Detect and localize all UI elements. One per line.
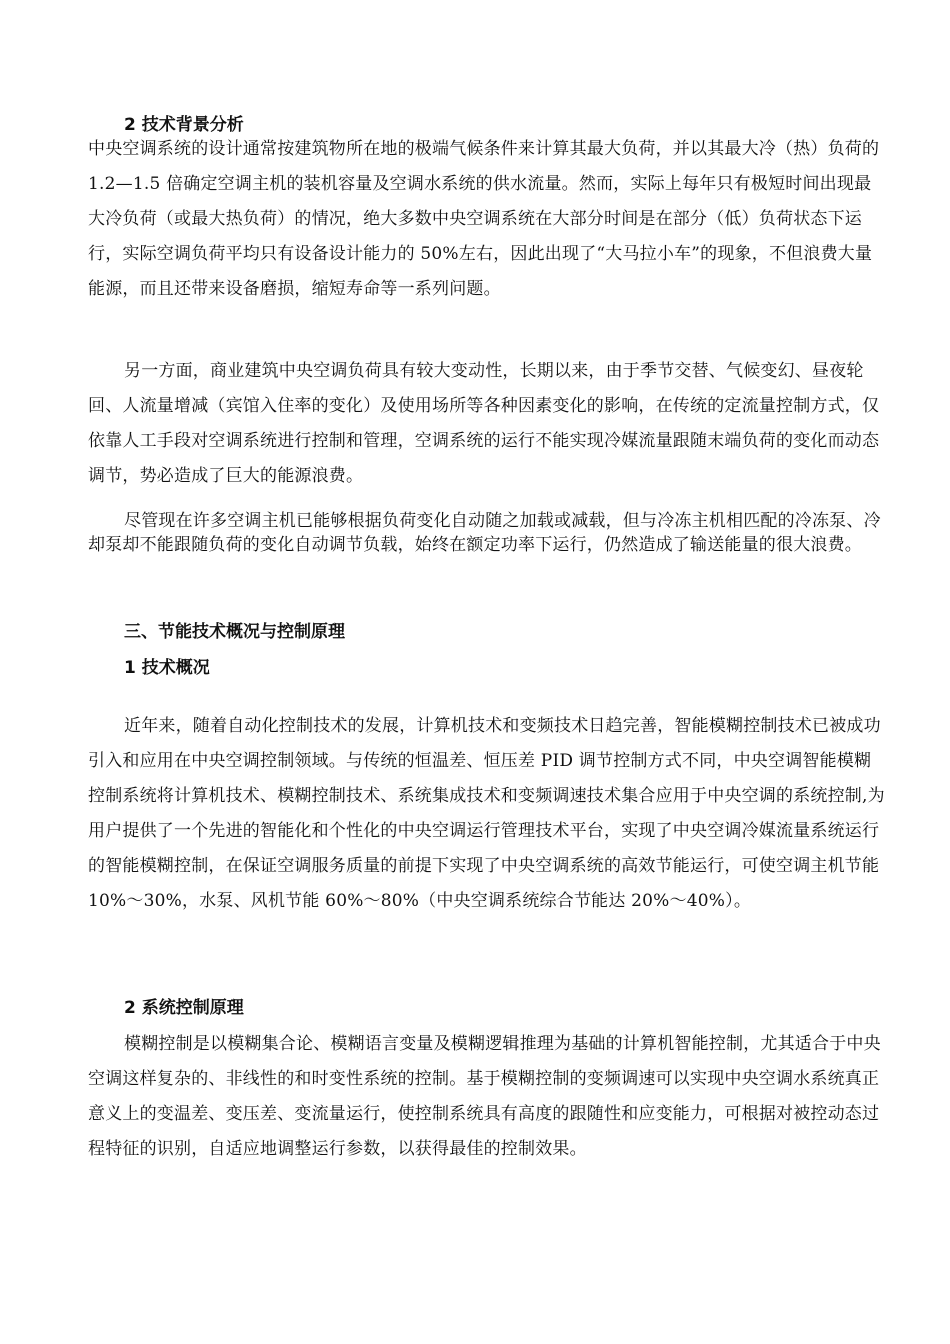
section-2-paragraph-3: 尽管现在许多空调主机已能够根据负荷变化自动随之加载或减载，但与冷冻主机相匹配的冷冻泵、冷却泵却不能跟随负荷的变化自动调节负载，始终在额定功率下运行，仍然造成了输送能量的很大浪费。 — [88, 511, 881, 555]
section-2-paragraph-1: 中央空调系统的设计通常按建筑物所在地的极端气候条件来计算其最大负荷，并以其最大冷（热）负荷的 1.2—1.5 倍确定空调主机的装机容量及空调水系统的供水流量。然而，实际上每年只有极短时间出现最大冷负荷（或最大热负荷）的情况，绝大多数中央空调系统在大部分时间是在部分（低）负荷状态下运行，实际空调负荷平均只有设备设计能力的 50%左右，因此出现了“大马拉小车”的现象，不但浪费大量能源，而且还带来设备磨损，缩短寿命等一系列问题。 — [88, 139, 880, 299]
subsection-2-heading: 2 系统控制原理 — [124, 998, 244, 1018]
section-2-paragraph-2: 另一方面，商业建筑中央空调负荷具有较大变动性，长期以来，由于季节交替、气候变幻、昼夜轮回、人流量增减（宾馆入住率的变化）及使用场所等各种因素变化的影响，在传统的定流量控制方式，仅依靠人工手段对空调系统进行控制和管理，空调系统的运行不能实现冷媒流量跟随末端负荷的变化而动态调节，势必造成了巨大的能源浪费。 — [88, 361, 880, 486]
section-2-heading: 2 技术背景分析 — [124, 115, 244, 135]
subsection-2-paragraph: 模糊控制是以模糊集合论、模糊语言变量及模糊逻辑推理为基础的计算机智能控制，尤其适合于中央空调这样复杂的、非线性的和时变性系统的控制。基于模糊控制的变频调速可以实现中央空调水系统真正意义上的变温差、变压差、变流量运行，使控制系统具有高度的跟随性和应变能力，可根据对被控动态过程特征的识别，自适应地调整运行参数，以获得最佳的控制效果。 — [88, 1034, 881, 1159]
subsection-1-paragraph: 近年来，随着自动化控制技术的发展，计算机技术和变频技术日趋完善，智能模糊控制技术已被成功引入和应用在中央空调控制领域。与传统的恒温差、恒压差 PID 调节控制方式不同，中央空调智能模糊控制系统将计算机技术、模糊控制技术、系统集成技术和变频调速技术集合应用于中央空调的系统控制,为用户提供了一个先进的智能化和个性化的中央空调运行管理技术平台，实现了中央空调冷媒流量系统运行的智能模糊控制，在保证空调服务质量的前提下实现了中央空调系统的高效节能运行，可使空调主机节能 10%～30%，水泵、风机节能 60%～80%（中央空调系统综合节能达 20%～40%）。 — [88, 716, 885, 911]
subsection-1-heading: 1 技术概况 — [124, 658, 210, 678]
section-3-heading: 三、节能技术概况与控制原理 — [124, 622, 345, 642]
